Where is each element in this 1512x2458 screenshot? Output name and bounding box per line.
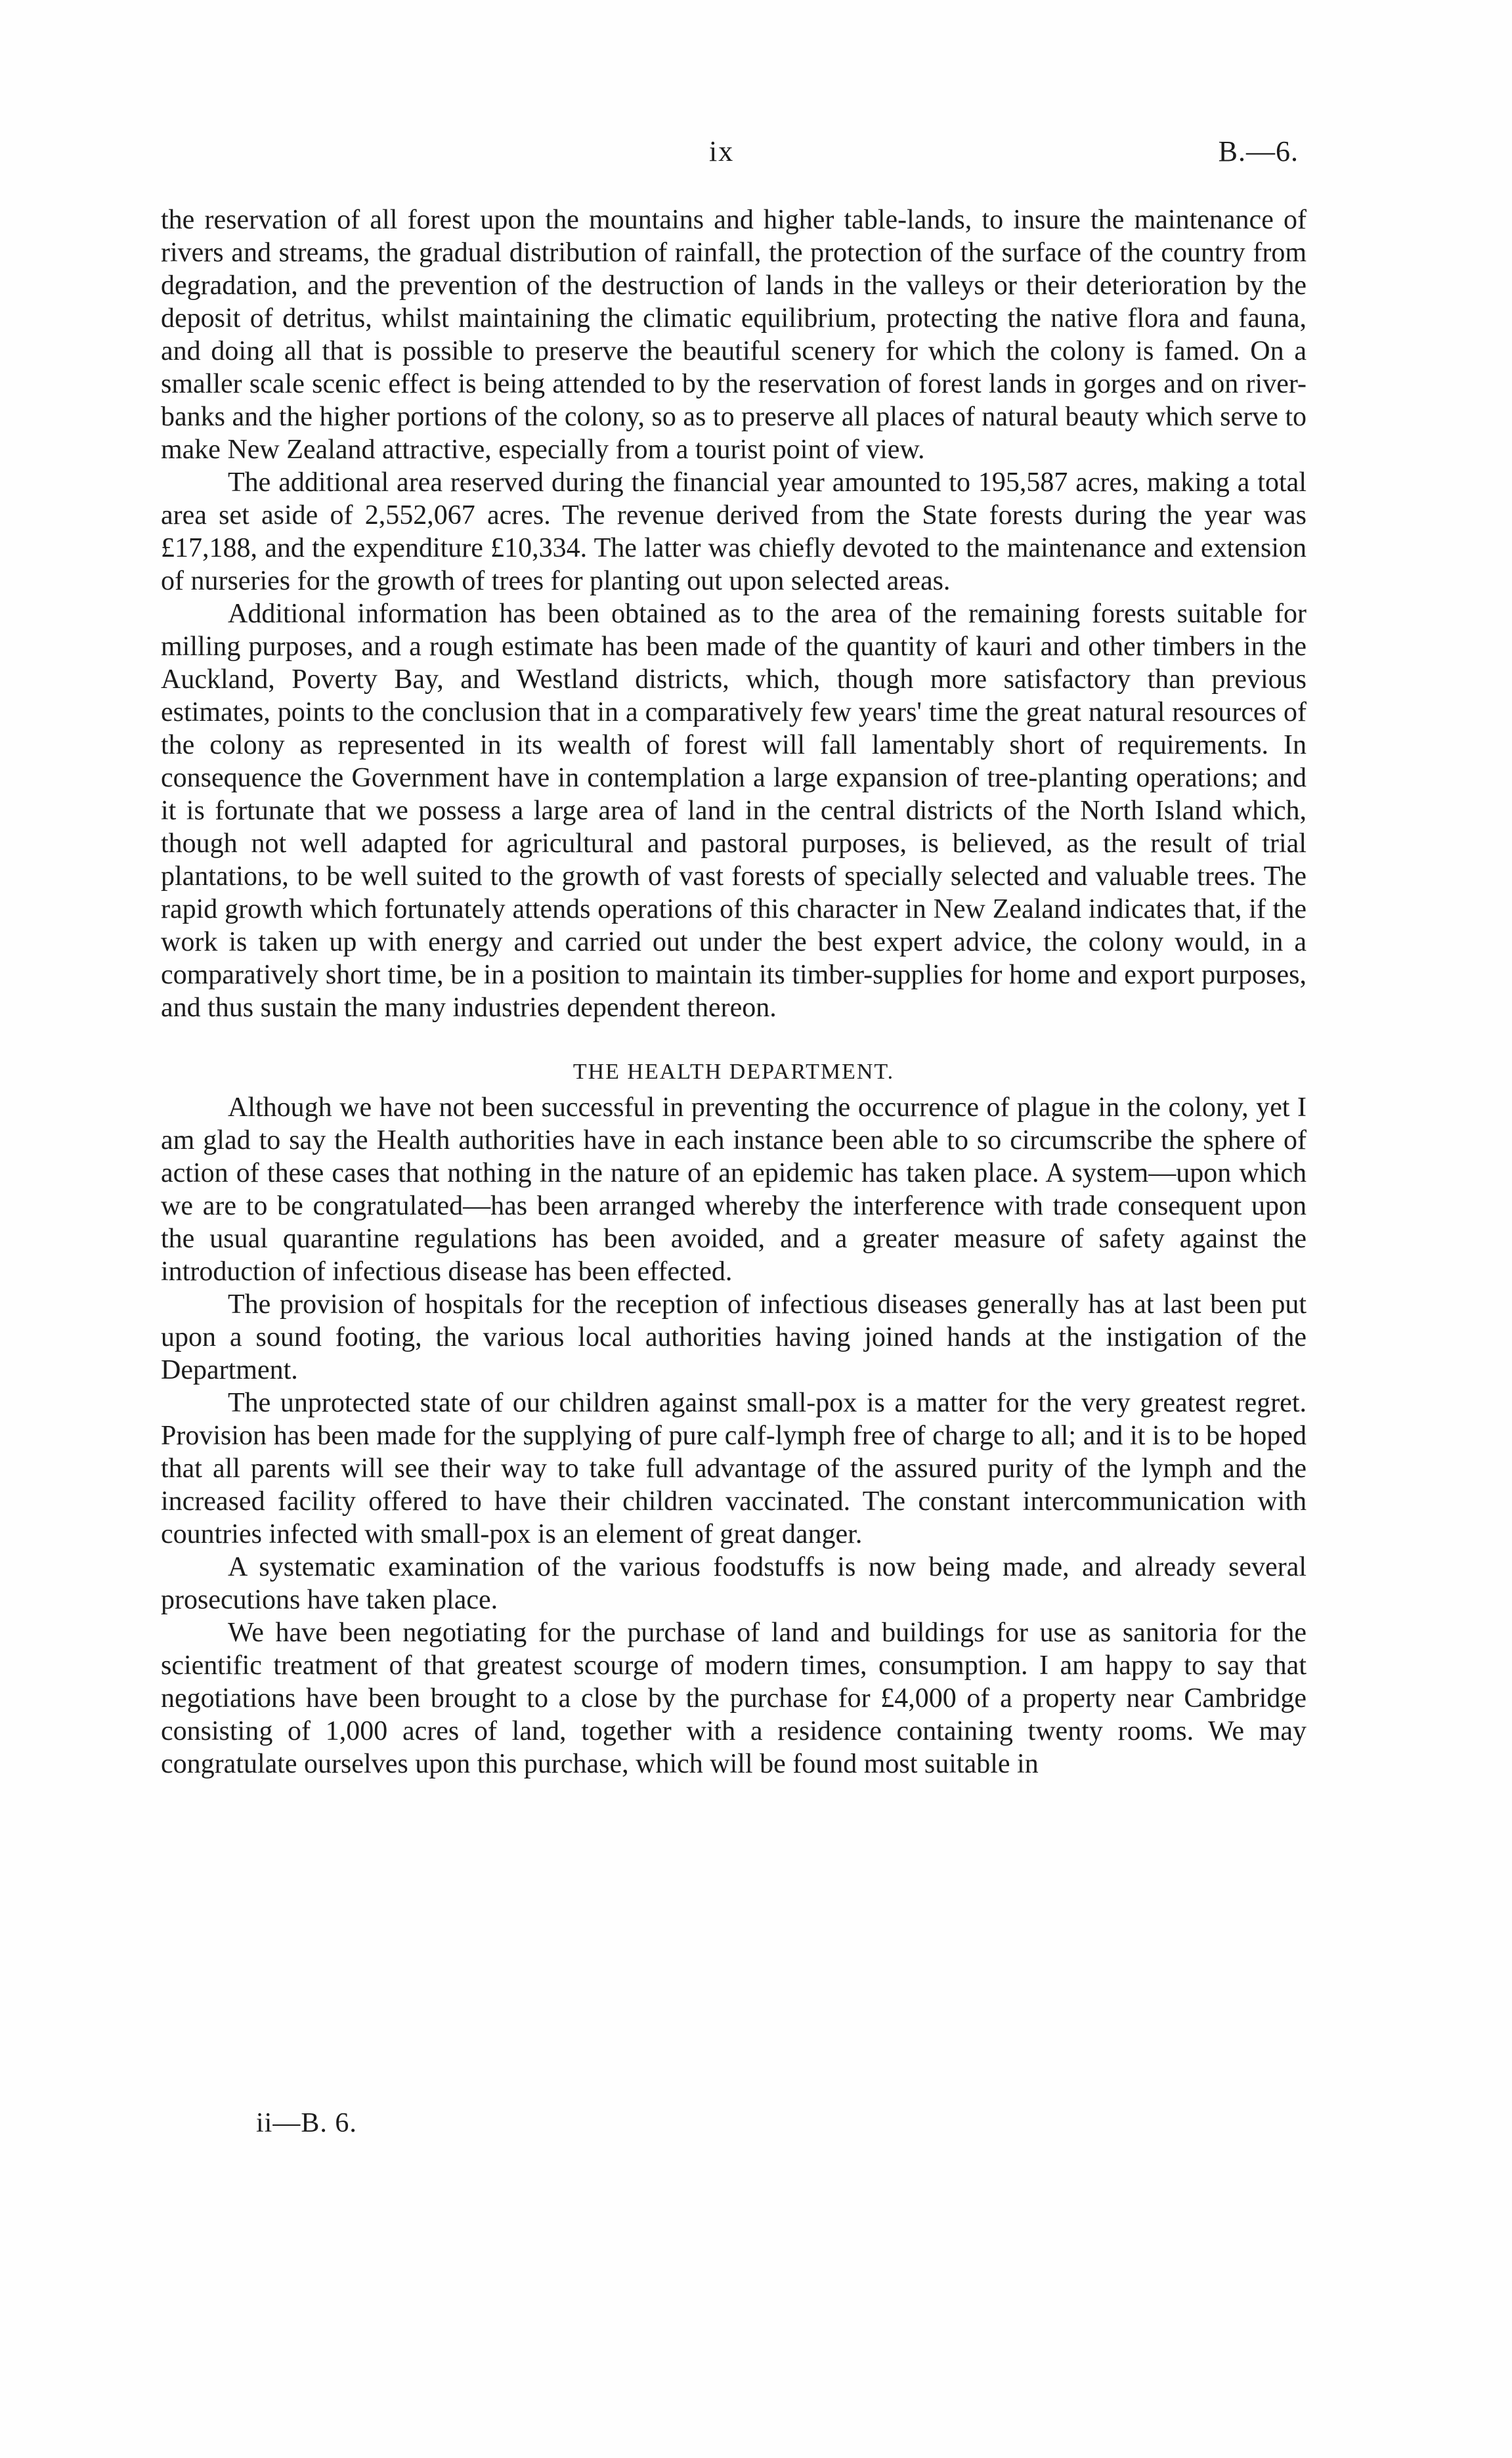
paragraph-sanitoria: We have been negotiating for the purchase of land and buildings for use as sanitoria for the scientific treatment of that greatest scourge of modern times, consumption. I am happy to say that negotiations have been brought to a close by the purchase for £4,000 of a property near Cambridge consisting of 1,000 acres of land, together with a residence containing twenty rooms. We may congratulate ourselves upon this purchase, which will be found most suitable in [161, 1618, 1307, 1779]
page-number: ix [709, 135, 735, 167]
paragraph-plague: Although we have not been successful in preventing the occurrence of plague in the colony, yet I am glad to say the Health authorities have in each instance been able to so circumscribe the sphere of action of these cases that nothing in the nature of an epidemic has taken place. A system—upon which we are to be congratulated—has been arranged whereby the interference with trade consequent upon the usual quarantine regulations has been avoided, and a greater measure of safety against the introduction of infectious disease has been effected. [161, 1092, 1307, 1287]
paragraph-hospitals: The provision of hospitals for the reception of infectious diseases generally has at last been put upon a sound footing, the various local authorities having joined hands at the instigation of the Department. [161, 1289, 1307, 1385]
paragraph-small-pox: The unprotected state of our children against small-pox is a matter for the very greatest regret. Provision has been made for the supplying of pure calf-lymph free of charge to all; and it is to be hoped that all parents will see their way to take full advantage of the assured purity of the lymph and the increased facility offered to have their children vaccinated. The constant intercommunication with countries infected with small-pox is an element of great danger. [161, 1388, 1307, 1549]
paragraph-foodstuffs: A systematic examination of the various foodstuffs is now being made, and already several prosecutions have taken place. [161, 1552, 1307, 1615]
page-header [0, 135, 1512, 174]
paragraph-forest-reservation: the reservation of all forest upon the mountains and higher table-lands, to insure the maintenance of rivers and streams, the gradual distribution of rainfall, the protection of the surface of the country from degradation, and the prevention of the destruction of lands in the valleys or their deterioration by the deposit of detritus, whilst maintaining the climatic equilibrium, protecting the native flora and fauna, and doing all that is possible to preserve the beautiful scenery for which the colony is famed. On a smaller scale scenic effect is being attended to by the reservation of forest lands in gorges and on river-banks and the higher portions of the colony, so as to preserve all places of natural beauty which serve to make New Zealand attractive, especially from a tourist point of view. [161, 205, 1307, 465]
paragraph-milling-forests: Additional information has been obtained as to the area of the remaining forests suitable for milling purposes, and a rough estimate has been made of the quantity of kauri and other timbers in the Auckland, Poverty Bay, and Westland districts, which, though more satisfactory than previous estimates, points to the conclusion that in a comparatively few years' time the great natural resources of the colony as represented in its wealth of forest will fall lamentably short of requirements. In consequence the Government have in contemplation a large expansion of tree-planting operations; and it is fortunate that we possess a large area of land in the central districts of the North Island which, though not well adapted for agricultural and pastoral purposes, is believed, as the result of trial plantations, to be well suited to the growth of vast forests of specially selected and valuable trees. The rapid growth which fortunately attends operations of this character in New Zealand indicates that, if the work is taken up with energy and carried out under the best expert advice, the colony would, in a comparatively short time, be in a position to maintain its timber-supplies for home and export purposes, and thus sustain the many industries dependent thereon. [161, 599, 1307, 1023]
page-body [161, 204, 1307, 1780]
paper-reference: B.—6. [1218, 135, 1299, 167]
paragraph-area-reserved: The additional area reserved during the financial year amounted to 195,587 acres, making a total area set aside of 2,552,067 acres. The revenue derived from the State forests during the year was £17,188, and the expenditure £10,334. The latter was chiefly devoted to the maintenance and extension of nurseries for the growth of trees for planting out upon selected areas. [161, 467, 1307, 596]
signature-mark: ii—B. 6. [256, 2108, 357, 2138]
section-heading-health: THE HEALTH DEPARTMENT. [572, 1060, 895, 1084]
